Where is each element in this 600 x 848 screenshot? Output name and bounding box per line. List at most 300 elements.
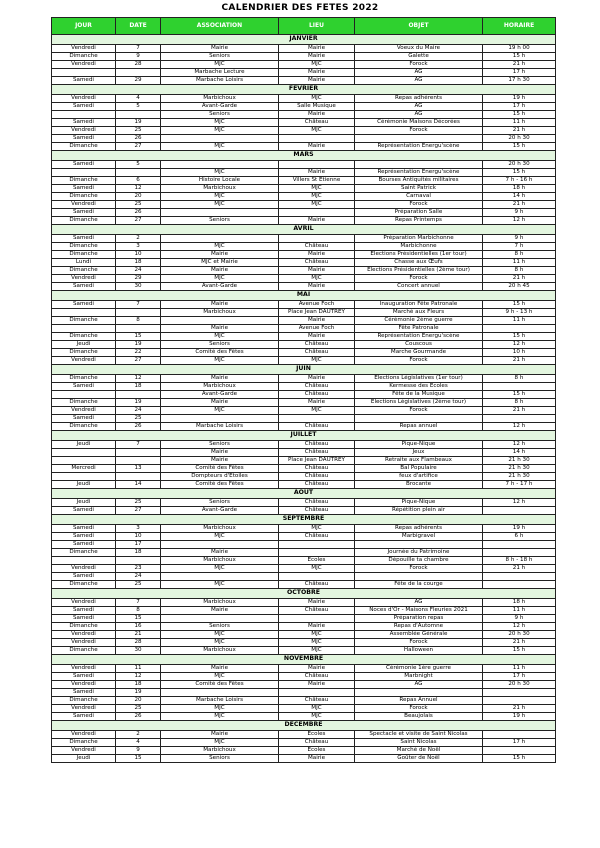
cell-association: MJC — [161, 143, 279, 151]
cell-lieu: Château — [279, 481, 355, 489]
cell-lieu: Château — [279, 533, 355, 541]
cell-jour — [52, 111, 116, 119]
cell-horaire: 18 h — [483, 599, 556, 607]
cell-lieu: Mairie — [279, 143, 355, 151]
cell-association: Marbichoux — [161, 599, 279, 607]
table-row — [52, 127, 556, 135]
cell-jour: Samedi — [52, 185, 116, 193]
cell-date: 27 — [116, 143, 161, 151]
cell-horaire: 7 h — [483, 243, 556, 251]
cell-association: Marbichoux — [161, 647, 279, 655]
cell-association: MJC — [161, 193, 279, 201]
cell-date: 8 — [116, 607, 161, 615]
cell-lieu: MJC — [279, 647, 355, 655]
cell-lieu: MJC — [279, 525, 355, 533]
cell-jour: Samedi — [52, 161, 116, 169]
cell-date: 12 — [116, 673, 161, 681]
cell-jour: Vendredi — [52, 127, 116, 135]
cell-jour: Samedi — [52, 301, 116, 309]
cell-lieu: Château — [279, 697, 355, 705]
cell-horaire: 14 h — [483, 449, 556, 457]
cell-date: 24 — [116, 267, 161, 275]
cell-date: 25 — [116, 705, 161, 713]
cell-horaire: 11 h — [483, 119, 556, 127]
cell-jour: Dimanche — [52, 423, 116, 431]
cell-objet: Repas d'Automne — [355, 623, 483, 631]
cell-horaire — [483, 689, 556, 697]
cell-objet: AG — [355, 681, 483, 689]
cell-objet: Fête de la Musique — [355, 391, 483, 399]
cell-jour: Dimanche — [52, 739, 116, 747]
cell-jour — [52, 391, 116, 399]
cell-objet: Pique-Nique — [355, 441, 483, 449]
cell-date: 9 — [116, 53, 161, 61]
cell-date: 26 — [116, 209, 161, 217]
cell-horaire: 9 h — [483, 615, 556, 623]
cell-jour — [52, 557, 116, 565]
cell-jour: Samedi — [52, 283, 116, 291]
table-row — [52, 697, 556, 705]
cell-jour: Vendredi — [52, 357, 116, 365]
cell-lieu: MJC — [279, 639, 355, 647]
cell-jour: Vendredi — [52, 599, 116, 607]
cell-horaire: 20 h 30 — [483, 681, 556, 689]
header-date: DATE — [116, 18, 161, 35]
cell-date: 25 — [116, 201, 161, 209]
table-row — [52, 549, 556, 557]
cell-association: Dompteurs d'Etoiles — [161, 473, 279, 481]
cell-horaire: 15 h — [483, 143, 556, 151]
cell-association: Comité des Fêtes — [161, 681, 279, 689]
month-label: AVRIL — [52, 225, 556, 235]
cell-association: Avant-Garde — [161, 283, 279, 291]
cell-horaire: 20 h 30 — [483, 631, 556, 639]
month-row — [52, 365, 556, 375]
cell-date: 18 — [116, 549, 161, 557]
cell-lieu: Salle Musique — [279, 103, 355, 111]
month-label: AOUT — [52, 489, 556, 499]
cell-objet: Cérémonie 2ème guerre — [355, 317, 483, 325]
cell-objet: Concert annuel — [355, 283, 483, 291]
cell-lieu: MJC — [279, 185, 355, 193]
month-row — [52, 225, 556, 235]
cell-date: 3 — [116, 243, 161, 251]
cell-horaire: 21 h 30 — [483, 465, 556, 473]
cell-jour: Dimanche — [52, 251, 116, 259]
cell-association: Marbache Loisirs — [161, 77, 279, 85]
cell-horaire: 12 h — [483, 623, 556, 631]
cell-lieu — [279, 209, 355, 217]
cell-lieu: Mairie — [279, 599, 355, 607]
cell-jour: Samedi — [52, 573, 116, 581]
table-row — [52, 119, 556, 127]
cell-date: 2 — [116, 731, 161, 739]
cell-date: 17 — [116, 541, 161, 549]
cell-objet: Jeux — [355, 449, 483, 457]
cell-horaire: 10 h — [483, 349, 556, 357]
cell-association: Seniors — [161, 53, 279, 61]
cell-horaire: 15 h — [483, 391, 556, 399]
cell-objet: Elections Législatives (1er tour) — [355, 375, 483, 383]
cell-objet: Repas Annuel — [355, 697, 483, 705]
cell-objet: Bal Populaire — [355, 465, 483, 473]
cell-horaire: 21 h — [483, 275, 556, 283]
cell-jour: Jeudi — [52, 755, 116, 763]
table-row — [52, 739, 556, 747]
cell-jour: Samedi — [52, 135, 116, 143]
header-jour: JOUR — [52, 18, 116, 35]
cell-date: 14 — [116, 481, 161, 489]
cell-lieu: Mairie — [279, 45, 355, 53]
table-row — [52, 465, 556, 473]
cell-date: 8 — [116, 317, 161, 325]
cell-jour: Vendredi — [52, 61, 116, 69]
cell-jour: Dimanche — [52, 333, 116, 341]
cell-jour: Jeudi — [52, 341, 116, 349]
cell-objet: Saint Nicolas — [355, 739, 483, 747]
month-label: OCTOBRE — [52, 589, 556, 599]
cell-objet: Forock — [355, 275, 483, 283]
cell-lieu: MJC — [279, 95, 355, 103]
cell-horaire — [483, 731, 556, 739]
cell-association: Marbichoux — [161, 185, 279, 193]
cell-association: Comité des Fêtes — [161, 349, 279, 357]
table-row — [52, 135, 556, 143]
cell-horaire: 19 h 00 — [483, 45, 556, 53]
cell-date: 26 — [116, 423, 161, 431]
table-row — [52, 415, 556, 423]
cell-objet — [355, 135, 483, 143]
cell-objet: Repas Printemps — [355, 217, 483, 225]
cell-association: Histoire Locale — [161, 177, 279, 185]
cell-date: 28 — [116, 61, 161, 69]
cell-objet: Bourses Antiquités militaires — [355, 177, 483, 185]
month-label: SEPTEMBRE — [52, 515, 556, 525]
cell-lieu: Mairie — [279, 283, 355, 291]
cell-objet: Fête de la courge — [355, 581, 483, 589]
table-row — [52, 533, 556, 541]
table-row — [52, 333, 556, 341]
cell-horaire: 21 h — [483, 357, 556, 365]
cell-jour: Jeudi — [52, 441, 116, 449]
cell-jour: Dimanche — [52, 193, 116, 201]
cell-horaire: 20 h 30 — [483, 135, 556, 143]
cell-jour: Samedi — [52, 77, 116, 85]
cell-objet: Représentation Energu'scène — [355, 143, 483, 151]
cell-objet: Représentation Energu'scène — [355, 333, 483, 341]
cell-jour: Dimanche — [52, 581, 116, 589]
cell-lieu: Mairie — [279, 333, 355, 341]
cell-date: 23 — [116, 565, 161, 573]
table-row — [52, 251, 556, 259]
cell-association: Mairie — [161, 457, 279, 465]
cell-association: MJC — [161, 201, 279, 209]
table-row — [52, 755, 556, 763]
cell-horaire: 20 h 45 — [483, 283, 556, 291]
cell-lieu: Château — [279, 391, 355, 399]
cell-association: Seniors — [161, 499, 279, 507]
table-row — [52, 103, 556, 111]
cell-association: Seniors — [161, 623, 279, 631]
cell-horaire: 21 h — [483, 705, 556, 713]
cell-association: MJC — [161, 581, 279, 589]
month-row — [52, 85, 556, 95]
cell-association: Marbache Loisirs — [161, 697, 279, 705]
cell-lieu: Château — [279, 581, 355, 589]
cell-objet — [355, 689, 483, 697]
cell-objet: Halloween — [355, 647, 483, 655]
cell-association — [161, 541, 279, 549]
cell-objet: AG — [355, 69, 483, 77]
cell-date: 4 — [116, 739, 161, 747]
cell-lieu: Château — [279, 449, 355, 457]
table-row — [52, 607, 556, 615]
cell-jour: Jeudi — [52, 499, 116, 507]
cell-horaire: 8 h — [483, 375, 556, 383]
cell-association: Mairie — [161, 731, 279, 739]
table-row — [52, 573, 556, 581]
cell-horaire: 15 h — [483, 301, 556, 309]
events-table — [51, 17, 556, 763]
table-row — [52, 565, 556, 573]
cell-jour: Samedi — [52, 689, 116, 697]
cell-horaire: 12 h — [483, 441, 556, 449]
cell-objet: Pique-Nique — [355, 499, 483, 507]
cell-association: Marbichoux — [161, 95, 279, 103]
month-row — [52, 35, 556, 45]
cell-horaire: 11 h — [483, 317, 556, 325]
cell-horaire: 6 h — [483, 533, 556, 541]
cell-lieu: MJC — [279, 565, 355, 573]
cell-date: 12 — [116, 185, 161, 193]
cell-association: Mairie — [161, 325, 279, 333]
cell-jour — [52, 473, 116, 481]
cell-date: 7 — [116, 599, 161, 607]
table-row — [52, 623, 556, 631]
cell-objet: Goûter de Noël — [355, 755, 483, 763]
cell-objet: feux d'artifice — [355, 473, 483, 481]
table-row — [52, 391, 556, 399]
cell-date: 18 — [116, 681, 161, 689]
cell-lieu: Avenue Foch — [279, 325, 355, 333]
cell-horaire: 11 h — [483, 665, 556, 673]
cell-horaire: 12 h — [483, 423, 556, 431]
cell-lieu: MJC — [279, 357, 355, 365]
cell-objet: Kermesse des Ecoles — [355, 383, 483, 391]
cell-objet — [355, 161, 483, 169]
cell-jour: Samedi — [52, 607, 116, 615]
cell-date: 19 — [116, 341, 161, 349]
header-objet: OBJET — [355, 18, 483, 35]
cell-jour: Vendredi — [52, 747, 116, 755]
table-row — [52, 423, 556, 431]
cell-association: MJC — [161, 275, 279, 283]
cell-date: 30 — [116, 647, 161, 655]
cell-association: Marbichoux — [161, 383, 279, 391]
cell-objet: Forock — [355, 201, 483, 209]
table-row — [52, 259, 556, 267]
cell-jour: Samedi — [52, 673, 116, 681]
table-row — [52, 209, 556, 217]
cell-date: 24 — [116, 573, 161, 581]
cell-horaire — [483, 581, 556, 589]
cell-date: 16 — [116, 623, 161, 631]
cell-date — [116, 69, 161, 77]
table-row — [52, 217, 556, 225]
cell-objet: Forock — [355, 407, 483, 415]
cell-date: 27 — [116, 507, 161, 515]
cell-association: MJC et Mairie — [161, 259, 279, 267]
cell-lieu: MJC — [279, 713, 355, 721]
cell-association: Mairie — [161, 399, 279, 407]
table-row — [52, 631, 556, 639]
cell-lieu: Mairie — [279, 665, 355, 673]
cell-horaire: 20 h 30 — [483, 161, 556, 169]
cell-lieu — [279, 615, 355, 623]
cell-objet: Voeux du Maire — [355, 45, 483, 53]
cell-date: 19 — [116, 689, 161, 697]
cell-horaire: 21 h — [483, 639, 556, 647]
month-label: FEVRIER — [52, 85, 556, 95]
month-row — [52, 489, 556, 499]
table-row — [52, 275, 556, 283]
page-title: CALENDRIER DES FETES 2022 — [221, 3, 379, 13]
table-row — [52, 599, 556, 607]
table-row — [52, 481, 556, 489]
cell-date: 13 — [116, 465, 161, 473]
cell-lieu: Château — [279, 607, 355, 615]
cell-date: 28 — [116, 639, 161, 647]
cell-date: 10 — [116, 251, 161, 259]
cell-jour: Samedi — [52, 533, 116, 541]
cell-horaire: 21 h — [483, 201, 556, 209]
cell-date: 5 — [116, 103, 161, 111]
month-row — [52, 431, 556, 441]
cell-objet: AG — [355, 77, 483, 85]
cell-horaire: 8 h — [483, 251, 556, 259]
cell-association: Marbichoux — [161, 557, 279, 565]
cell-objet: AG — [355, 111, 483, 119]
cell-association — [161, 317, 279, 325]
cell-lieu: Château — [279, 349, 355, 357]
table-row — [52, 375, 556, 383]
cell-date: 5 — [116, 161, 161, 169]
cell-lieu: Mairie — [279, 77, 355, 85]
cell-date: 15 — [116, 333, 161, 341]
cell-horaire — [483, 549, 556, 557]
table-row — [52, 61, 556, 69]
cell-objet: Retraite aux Flambeaux — [355, 457, 483, 465]
cell-date: 10 — [116, 533, 161, 541]
cell-association — [161, 415, 279, 423]
cell-association: Avant-Garde — [161, 103, 279, 111]
month-row — [52, 151, 556, 161]
cell-lieu — [279, 235, 355, 243]
cell-objet: Repas adhérents — [355, 525, 483, 533]
cell-lieu: Château — [279, 673, 355, 681]
cell-association: MJC — [161, 673, 279, 681]
cell-association — [161, 235, 279, 243]
cell-jour: Samedi — [52, 119, 116, 127]
cell-objet: Marbigravel — [355, 533, 483, 541]
cell-horaire: 18 h — [483, 185, 556, 193]
cell-date: 19 — [116, 399, 161, 407]
month-label: JUIN — [52, 365, 556, 375]
cell-jour: Vendredi — [52, 631, 116, 639]
cell-lieu — [279, 689, 355, 697]
month-row — [52, 515, 556, 525]
cell-horaire: 12 h — [483, 499, 556, 507]
cell-jour: Vendredi — [52, 407, 116, 415]
cell-lieu: MJC — [279, 61, 355, 69]
cell-jour: Dimanche — [52, 143, 116, 151]
cell-horaire: 15 h — [483, 111, 556, 119]
cell-horaire: 12 h — [483, 217, 556, 225]
cell-lieu: Château — [279, 341, 355, 349]
cell-lieu — [279, 161, 355, 169]
cell-jour: Jeudi — [52, 481, 116, 489]
cell-date — [116, 449, 161, 457]
month-label: MAI — [52, 291, 556, 301]
cell-association: Marbache Lecture — [161, 69, 279, 77]
cell-association: MJC — [161, 533, 279, 541]
cell-horaire: 17 h — [483, 103, 556, 111]
cell-association: MJC — [161, 631, 279, 639]
table-row — [52, 341, 556, 349]
cell-association — [161, 573, 279, 581]
cell-objet: Forock — [355, 705, 483, 713]
cell-jour: Dimanche — [52, 53, 116, 61]
cell-objet: Dépouille ta chambre — [355, 557, 483, 565]
cell-date: 7 — [116, 301, 161, 309]
cell-jour: Dimanche — [52, 647, 116, 655]
cell-jour: Dimanche — [52, 375, 116, 383]
cell-horaire — [483, 325, 556, 333]
cell-jour — [52, 449, 116, 457]
cell-date: 7 — [116, 441, 161, 449]
cell-objet: Marbnight — [355, 673, 483, 681]
cell-objet: Brocante — [355, 481, 483, 489]
cell-horaire: 17 h — [483, 673, 556, 681]
table-row — [52, 449, 556, 457]
cell-lieu: MJC — [279, 193, 355, 201]
cell-lieu: Mairie — [279, 111, 355, 119]
cell-association: Comité des Fêtes — [161, 481, 279, 489]
month-label: NOVEMBRE — [52, 655, 556, 665]
cell-association: Avant-Garde — [161, 507, 279, 515]
table-row — [52, 357, 556, 365]
cell-jour: Dimanche — [52, 317, 116, 325]
cell-date: 20 — [116, 193, 161, 201]
cell-association: MJC — [161, 407, 279, 415]
cell-horaire: 15 h — [483, 333, 556, 341]
cell-association: MJC — [161, 705, 279, 713]
cell-association — [161, 209, 279, 217]
cell-horaire: 8 h - 18 h — [483, 557, 556, 565]
cell-date — [116, 325, 161, 333]
cell-date: 22 — [116, 349, 161, 357]
cell-lieu: Château — [279, 243, 355, 251]
cell-objet: Marbichonne — [355, 243, 483, 251]
cell-objet: Beaujolais — [355, 713, 483, 721]
cell-association: Mairie — [161, 449, 279, 457]
cell-lieu: Mairie — [279, 755, 355, 763]
header-row — [52, 18, 556, 35]
cell-lieu: Château — [279, 473, 355, 481]
cell-jour: Vendredi — [52, 665, 116, 673]
cell-horaire: 7 h - 17 h — [483, 481, 556, 489]
cell-lieu: Place Jean DAUTREY — [279, 309, 355, 317]
